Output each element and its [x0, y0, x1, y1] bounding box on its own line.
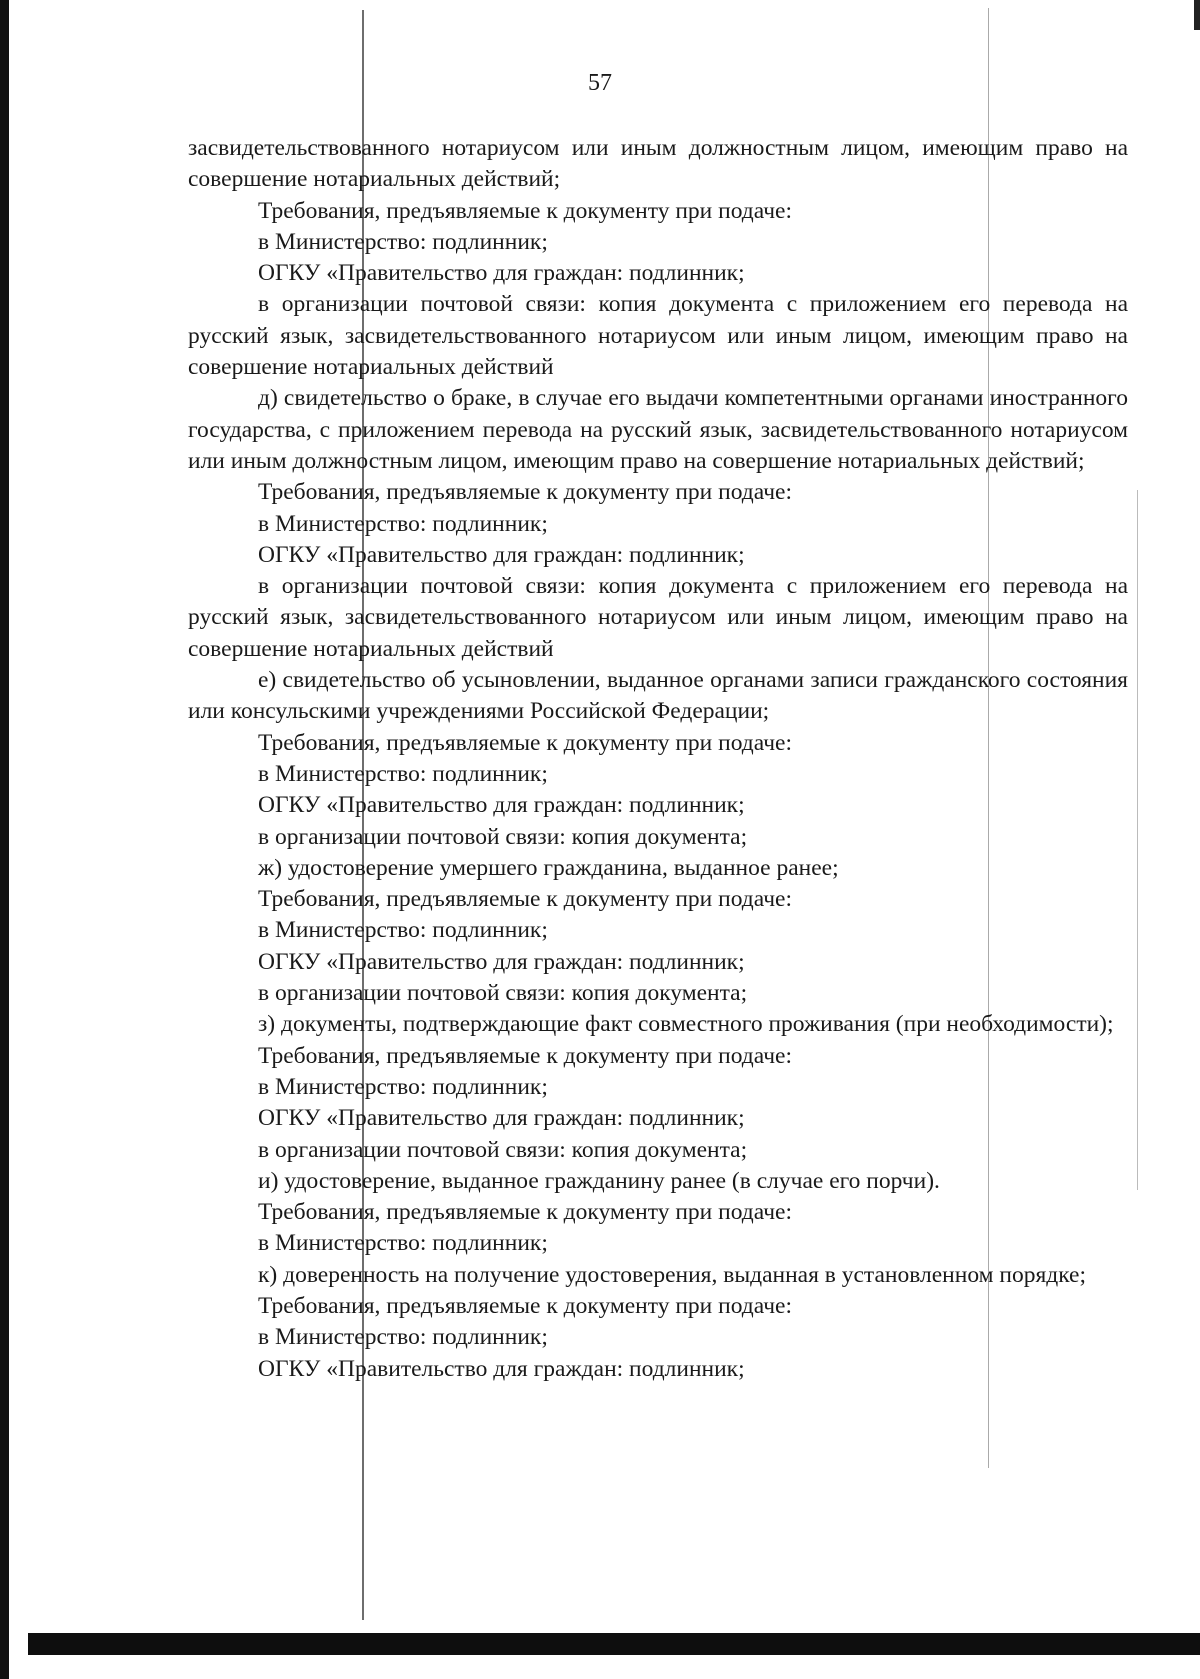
scan-edge-bottom: [28, 1633, 1200, 1655]
paragraph: в Министерство: подлинник;: [258, 760, 548, 787]
paragraph: в организации почтовой связи: копия документа с приложением его перевода на русский язык, засвидетельствованного нотариусом или иным лицом, имеющим право на совершение нотариальных действий: [188, 573, 1128, 662]
paragraph: в организации почтовой связи: копия документа;: [258, 1136, 748, 1163]
paragraph: в Министерство: подлинник;: [258, 1230, 548, 1257]
paragraph: в организации почтовой связи: копия документа;: [258, 980, 748, 1007]
paragraph: ОГКУ «Правительство для граждан: подлинник;: [258, 948, 745, 975]
page-number: 57: [588, 70, 612, 96]
paragraph: Требования, предъявляемые к документу при подаче:: [258, 197, 792, 224]
paragraph: д) свидетельство о браке, в случае его выдачи компетентными органами иностранного государства, с приложением перевода на русский язык, засвидетельствованного нотариусом или иным должностным лицом, имеющим право на совершение нотариальных действий;: [188, 385, 1128, 474]
paragraph: ОГКУ «Правительство для граждан: подлинник;: [258, 1105, 745, 1132]
paragraph: е) свидетельство об усыновлении, выданное органами записи гражданского состояния или консульскими учреждениями Российской Федерации;: [188, 667, 1128, 725]
paragraph: ОГКУ «Правительство для граждан: подлинник;: [258, 1355, 745, 1382]
paragraph: засвидетельствованного нотариусом или иным должностным лицом, имеющим право на совершение нотариальных действий;: [188, 135, 1128, 193]
paragraph: ОГКУ «Правительство для граждан: подлинник;: [258, 541, 745, 568]
paragraph: Требования, предъявляемые к документу при подаче:: [258, 729, 792, 756]
paragraph: в Министерство: подлинник;: [258, 510, 548, 537]
paragraph: в организации почтовой связи: копия документа с приложением его перевода на русский язык, засвидетельствованного нотариусом или иным лицом, имеющим право на совершение нотариальных действий: [188, 291, 1128, 381]
paragraph: Требования, предъявляемые к документу при подаче:: [258, 886, 792, 913]
paragraph: Требования, предъявляемые к документу при подаче:: [258, 479, 792, 506]
paragraph: ОГКУ «Правительство для граждан: подлинник;: [258, 792, 745, 819]
scan-edge-left: [0, 0, 9, 1679]
paragraph: в Министерство: подлинник;: [258, 1073, 548, 1100]
paragraph: в организации почтовой связи: копия документа;: [258, 823, 748, 850]
paragraph: Требования, предъявляемые к документу при подаче:: [258, 1199, 792, 1226]
paragraph: з) документы, подтверждающие факт совместного проживания (при необходимости);: [258, 1011, 1114, 1038]
scan-fold-line: [1137, 490, 1138, 1190]
paragraph: Требования, предъявляемые к документу при подаче:: [258, 1292, 792, 1319]
paragraph: к) доверенность на получение удостоверения, выданная в установленном порядке;: [258, 1261, 1087, 1288]
paragraph: в Министерство: подлинник;: [258, 917, 548, 944]
paragraph: и) удостоверение, выданное гражданину ранее (в случае его порчи).: [258, 1167, 940, 1194]
paragraph: в Министерство: подлинник;: [258, 1324, 548, 1351]
paragraph: ж) удостоверение умершего гражданина, выданное ранее;: [258, 854, 839, 881]
paragraph: ОГКУ «Правительство для граждан: подлинник;: [258, 260, 745, 287]
scan-edge-right: [1194, 0, 1200, 30]
paragraph: Требования, предъявляемые к документу при подаче:: [258, 1042, 792, 1069]
paragraph: в Министерство: подлинник;: [258, 228, 548, 255]
document-body: [188, 133, 1128, 1385]
